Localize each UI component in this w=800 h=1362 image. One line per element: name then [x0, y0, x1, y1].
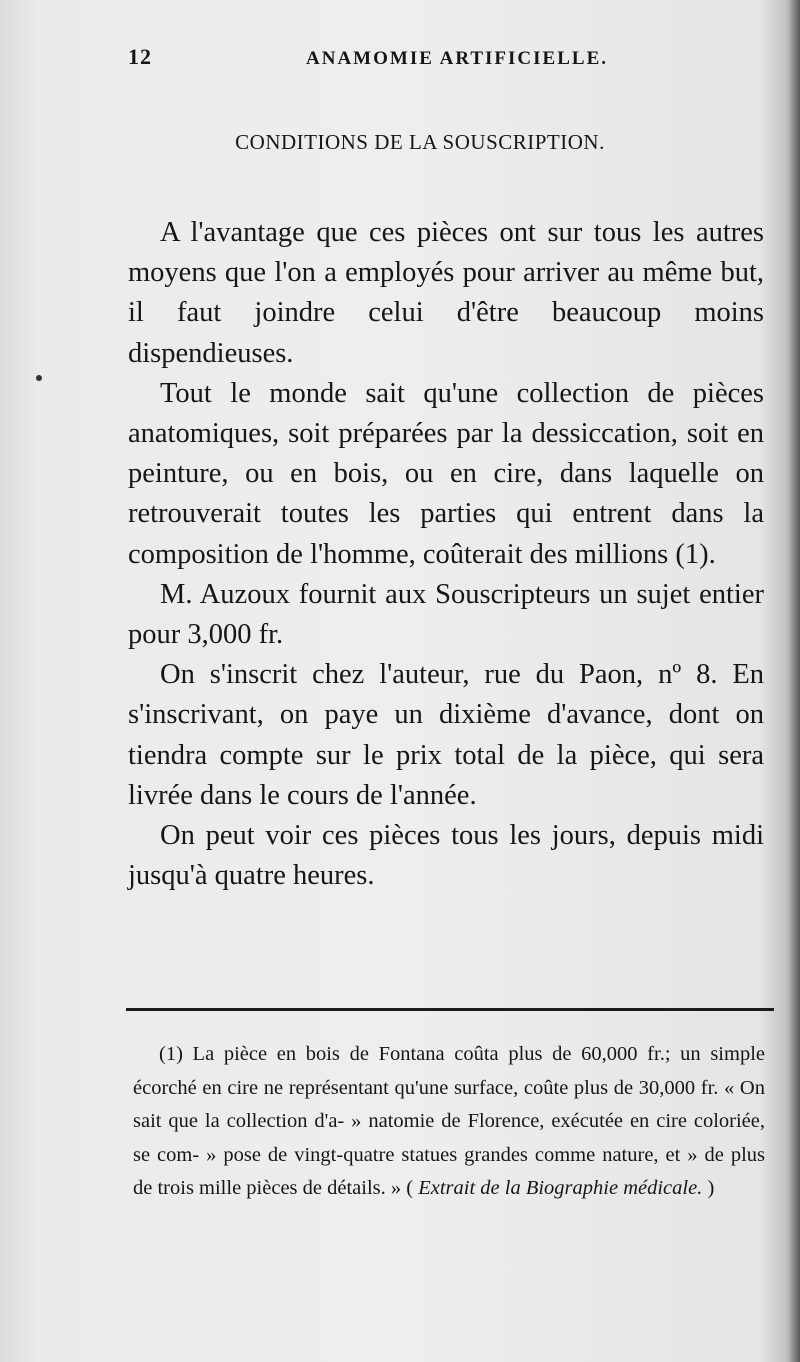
page-edge-shadow — [786, 0, 800, 1362]
footnote-close: ) — [702, 1177, 715, 1200]
footnote-text: (1) La pièce en bois de Fontana coûta plus de 60,000 fr.; un simple écorché en cire ne représentant qu'une surface, coûte plus de 30,000 fr. « On sait que la collection d'a- » natomie de Florence, exécutée en cire coloriée, se com- » pose de vingt-quatre statues grandes comme nature, et » de plus de trois mille pièces de détails. » ( — [133, 1043, 765, 1200]
footnote-paragraph — [133, 1038, 765, 1206]
paragraph: On peut voir ces pièces tous les jours, depuis midi jusqu'à quatre heures. — [128, 820, 764, 892]
page-header — [128, 44, 608, 74]
ink-spot — [36, 375, 42, 381]
running-title: ANAMOMIE ARTIFICIELLE. — [306, 48, 608, 69]
paragraph: Tout le monde sait qu'une collection de pièces anatomiques, soit préparées par la dessiccation, soit en peinture, ou en bois, ou en cire, dans laquelle on retrouverait toutes les parties qui entrent dans la composition de l'homme, coûterait des millions (1). — [128, 377, 764, 570]
footnote — [133, 1038, 765, 1206]
paragraph: M. Auzoux fournit aux Souscripteurs un sujet entier pour 3,000 fr. — [128, 578, 764, 651]
paragraph: A l'avantage que ces pièces ont sur tous les autres moyens que l'on a employés pour arriver au même but, il faut joindre celui d'être beaucoup moins dispendieuses. — [128, 217, 764, 369]
body-text — [128, 213, 764, 896]
footnote-source: Extrait de la Biographie médicale. — [418, 1177, 703, 1200]
footnote-rule — [126, 1008, 774, 1011]
paragraph: On s'inscrit chez l'auteur, rue du Paon, nº 8. En s'inscrivant, on paye un dixième d'avance, dont on tiendra compte sur le prix total de la pièce, qui sera livrée dans le cours de l'année. — [128, 659, 764, 811]
page-number: 12 — [128, 44, 152, 69]
section-title: CONDITIONS DE LA SOUSCRIPTION. — [235, 130, 605, 154]
